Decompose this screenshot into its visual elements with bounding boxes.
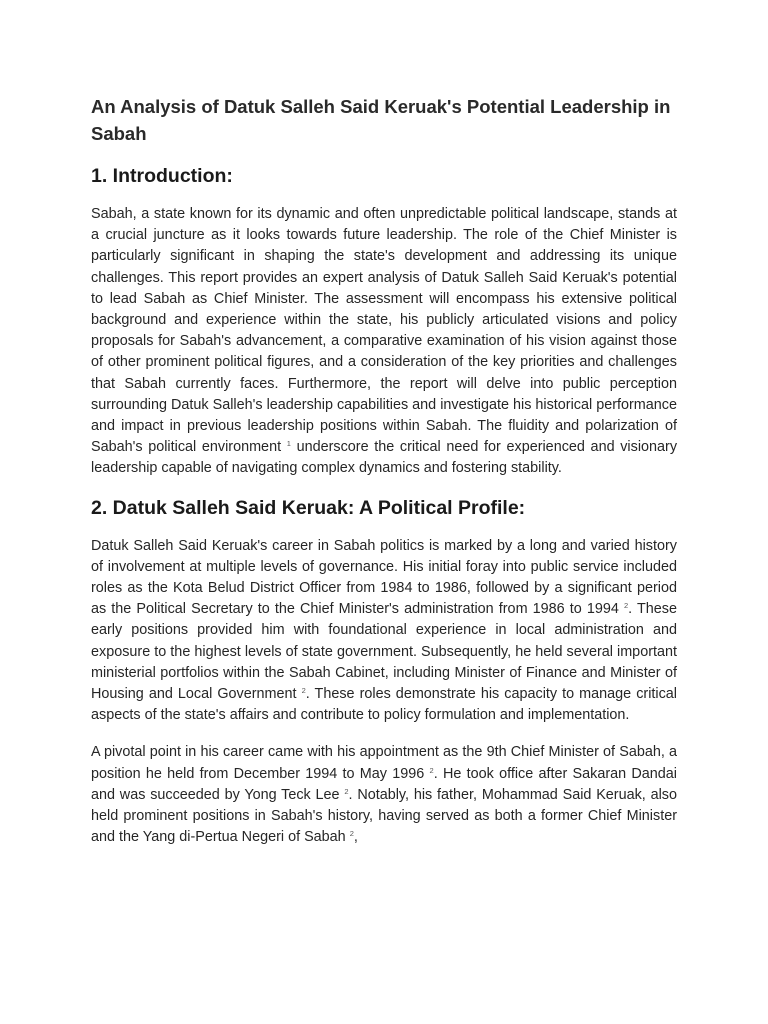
section-heading-introduction: 1. Introduction: — [91, 165, 233, 187]
citation-ref[interactable]: 1 — [286, 439, 291, 449]
citation-ref[interactable]: 2 — [429, 765, 434, 775]
paragraph-text: . These early positions provided him with foundational experience in local administration and exposure to the highest levels of state government. Subsequently, he held several important ministerial portfolios within the Sabah Cabinet, including Minister of Finance and Minister of Housing and Local Government — [91, 601, 677, 703]
section-heading-political-profile: 2. Datuk Salleh Said Keruak: A Political Profile: — [91, 496, 526, 519]
document-page — [91, 93, 677, 864]
introduction-paragraph — [91, 204, 677, 480]
paragraph-text: A pivotal point in his career came with his appointment as the 9th Chief Minister of Sabah, a position he held from December 1994 to May 1996 — [91, 744, 677, 782]
paragraph-text: . He took office after Sakaran Dandai and was succeeded by Yong Teck Lee — [91, 765, 677, 803]
citation-ref[interactable]: 2 — [349, 829, 354, 839]
profile-paragraph-chief-minister — [91, 742, 677, 848]
paragraph-text: Datuk Salleh Said Keruak's career in Sabah politics is marked by a long and varied history of involvement at multiple levels of governance. His initial foray into public service included roles as the Kota Belud District Officer from 1984 to 1986, followed by a significant period as the Political Secretary to the Chief Minister's administration from 1986 to 1994 — [91, 537, 677, 618]
citation-ref[interactable]: 2 — [301, 686, 306, 696]
document-title: An Analysis of Datuk Salleh Said Keruak's Potential Leadership in Sabah — [91, 96, 671, 144]
paragraph-text: underscore the critical need for experienced and visionary leadership capable of navigating complex dynamics and fostering stability. — [91, 439, 678, 477]
paragraph-text: . These roles demonstrate his capacity to manage critical aspects of the state's affairs and contribute to policy formulation and implementation. — [91, 686, 677, 724]
paragraph-text: . Notably, his father, Mohammad Said Keruak, also held prominent positions in Sabah's history, having served as both a former Chief Minister and the Yang di-Pertua Negeri of Sabah — [91, 786, 677, 846]
profile-paragraph-career — [91, 536, 677, 727]
citation-ref[interactable]: 2 — [623, 601, 629, 611]
paragraph-text: , — [353, 829, 358, 846]
paragraph-text: Sabah, a state known for its dynamic and often unpredictable political landscape, stands at a crucial juncture as it looks towards future leadership. The role of the Chief Minister is particularly significant in shaping the state's development and addressing its unique challenges. This report provides an expert analysis of Datuk Salleh Said Keruak's potential to lead Sabah as Chief Minister. The assessment will encompass his extensive political background and experience within the state, his publicly articulated visions and policy proposals for Sabah's advancement, a comparative examination of his vision against those of other prominent political figures, and a consideration of the key priorities and challenges that Sabah currently faces. Furthermore, the report will delve into public perception surrounding Datuk Salleh's leadership capabilities and investigate his historical performance and impact in previous leadership positions within Sabah. The fluidity and polarization of Sabah's political environment — [91, 206, 677, 456]
citation-ref[interactable]: 2 — [344, 786, 349, 796]
